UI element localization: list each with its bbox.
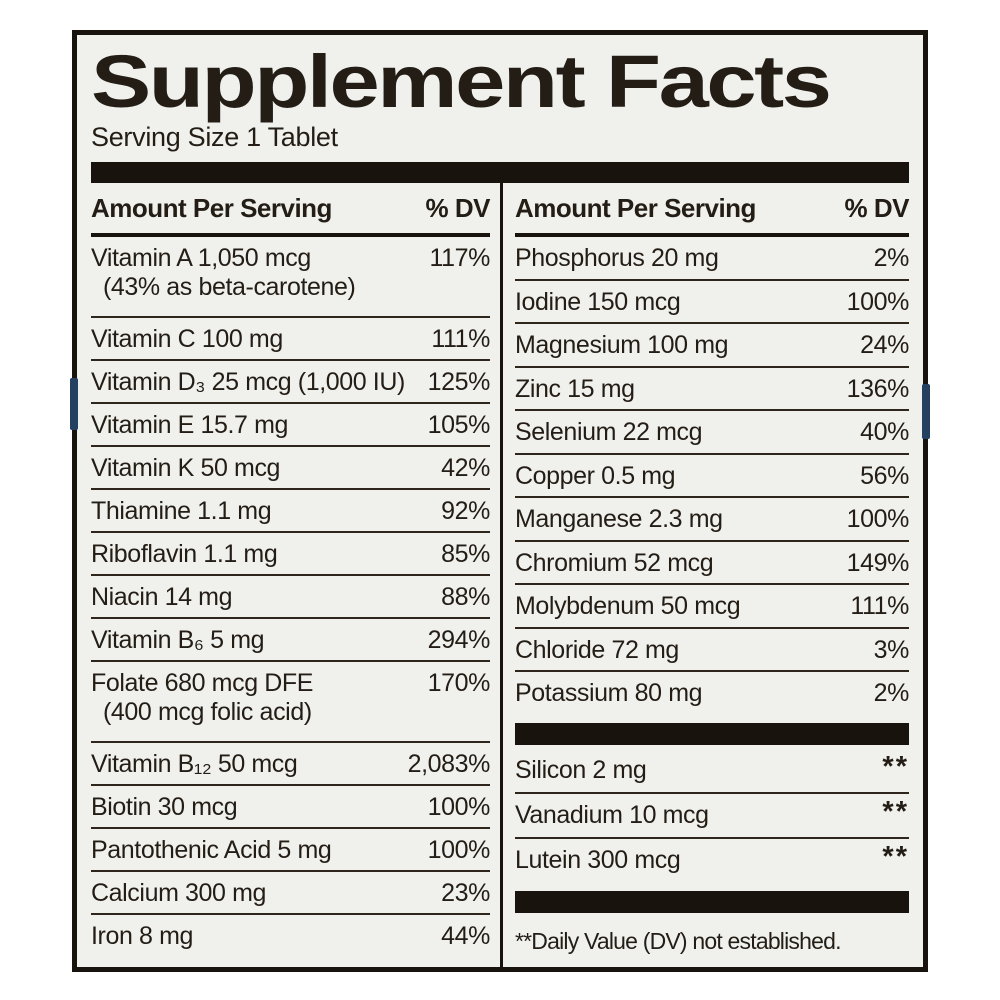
nutrient-row	[515, 585, 909, 629]
nutrient-row	[91, 447, 490, 490]
nutrient-dv-value: 125%	[427, 368, 490, 396]
nutrient-note: (400 mcg folic acid)	[103, 698, 312, 726]
nutrient-dv-value: 136%	[846, 374, 909, 403]
nutrient-name: Phosphorus 20 mg	[515, 244, 719, 272]
nutrient-list-no-dv	[515, 749, 909, 884]
nutrient-dv-value: 2%	[873, 679, 909, 707]
nutrient-dv-value: **	[882, 840, 909, 873]
nutrient-row	[515, 281, 909, 325]
supplement-facts-panel	[72, 30, 928, 972]
nutrient-row	[91, 490, 490, 533]
nutrient-dv-value: 105%	[427, 411, 490, 439]
bottle-edge-left	[70, 378, 78, 430]
nutrient-name: Calcium 300 mg	[91, 879, 267, 907]
nutrient-name: Molybdenum 50 mcg	[515, 592, 741, 620]
right-divider-bar-2	[515, 891, 909, 913]
nutrient-row	[515, 455, 909, 499]
right-divider-bar-1	[515, 723, 909, 745]
nutrient-dv-value: **	[882, 795, 909, 828]
nutrient-row	[515, 368, 909, 412]
nutrient-name: Manganese 2.3 mg	[515, 505, 723, 533]
nutrient-name: Iron 8 mg	[91, 922, 194, 950]
column-right	[500, 183, 909, 967]
nutrient-dv-value: 2%	[873, 244, 909, 272]
nutrient-dv-value: 149%	[846, 548, 909, 577]
header-amount-per-serving: Amount Per Serving	[515, 192, 756, 223]
nutrient-columns	[91, 183, 909, 967]
bottle-edge-right	[922, 384, 930, 439]
nutrient-row	[515, 672, 909, 716]
nutrient-dv-value: 56%	[860, 461, 909, 490]
nutrient-row	[515, 237, 909, 281]
nutrient-row	[91, 743, 490, 786]
nutrient-dv-value: 100%	[427, 836, 490, 864]
nutrient-name: Niacin 14 mg	[91, 583, 233, 611]
nutrient-name: Thiamine 1.1 mg	[91, 497, 272, 525]
nutrient-row	[91, 576, 490, 619]
nutrient-row	[91, 237, 490, 318]
nutrient-row	[91, 619, 490, 662]
nutrient-note: (43% as beta-carotene)	[103, 273, 356, 301]
nutrient-row	[91, 404, 490, 447]
nutrient-row	[515, 411, 909, 455]
nutrient-row	[515, 839, 909, 884]
nutrient-name: Silicon 2 mg	[515, 755, 647, 784]
nutrient-dv-value: 2,083%	[407, 750, 490, 778]
column-left	[91, 183, 500, 967]
nutrient-name: Pantothenic Acid 5 mg	[91, 836, 332, 864]
nutrient-dv-value: **	[882, 750, 909, 783]
nutrient-name: Vitamin B₁₂ 50 mcg	[91, 750, 298, 778]
nutrient-row	[91, 361, 490, 404]
nutrient-row	[91, 829, 490, 872]
nutrient-row	[515, 324, 909, 368]
panel-title: Supplement Facts	[91, 40, 830, 123]
nutrient-dv-value: 100%	[846, 505, 909, 533]
nutrient-row	[91, 915, 490, 958]
nutrient-name: Chloride 72 mg	[515, 635, 679, 664]
nutrient-row	[515, 794, 909, 839]
nutrient-dv-value: 44%	[441, 922, 490, 950]
nutrient-dv-value: 111%	[850, 592, 909, 620]
nutrient-name: Zinc 15 mg	[515, 374, 635, 403]
nutrient-dv-value: 88%	[441, 583, 490, 611]
nutrient-dv-value: 42%	[441, 454, 490, 482]
nutrient-dv-value: 23%	[441, 879, 490, 907]
nutrient-list-left	[91, 237, 490, 958]
nutrient-name: Vitamin A 1,050 mcg	[91, 244, 311, 272]
nutrient-row	[91, 786, 490, 829]
nutrient-name: Vitamin K 50 mcg	[91, 454, 281, 482]
nutrient-row	[515, 749, 909, 794]
nutrient-row	[515, 629, 909, 673]
nutrient-name: Copper 0.5 mg	[515, 461, 676, 490]
nutrient-dv-value: 100%	[846, 287, 909, 316]
top-divider-bar	[91, 162, 909, 183]
nutrient-name: Vitamin E 15.7 mg	[91, 411, 289, 439]
nutrient-name: Biotin 30 mcg	[91, 793, 238, 821]
nutrient-dv-value: 40%	[860, 418, 909, 446]
nutrient-name: Vanadium 10 mcg	[515, 800, 709, 829]
header-percent-dv: % DV	[844, 192, 909, 223]
nutrient-dv-value: 111%	[431, 325, 490, 353]
header-amount-per-serving: Amount Per Serving	[91, 192, 332, 223]
nutrient-row	[91, 662, 490, 743]
nutrient-name: Chromium 52 mcg	[515, 548, 714, 577]
nutrient-name: Magnesium 100 mg	[515, 331, 729, 359]
nutrient-name: Lutein 300 mcg	[515, 845, 681, 874]
nutrient-dv-value: 85%	[441, 540, 490, 568]
nutrient-name: Vitamin D₃ 25 mcg (1,000 IU)	[91, 368, 405, 396]
nutrient-row	[515, 542, 909, 586]
column-left-header	[91, 183, 490, 237]
header-percent-dv: % DV	[425, 192, 490, 223]
nutrient-name: Folate 680 mcg DFE	[91, 669, 314, 697]
nutrient-name: Riboflavin 1.1 mg	[91, 540, 278, 568]
nutrient-dv-value: 24%	[860, 331, 909, 359]
nutrient-name: Potassium 80 mg	[515, 679, 703, 707]
serving-size: Serving Size 1 Tablet	[91, 122, 338, 152]
nutrient-row	[91, 872, 490, 915]
nutrient-name: Vitamin B₆ 5 mg	[91, 626, 265, 654]
nutrient-dv-value: 294%	[427, 626, 490, 654]
nutrient-dv-value: 170%	[427, 669, 490, 697]
nutrient-name: Vitamin C 100 mg	[91, 325, 283, 353]
nutrient-dv-value: 3%	[873, 635, 909, 664]
dv-footnote: **Daily Value (DV) not established.	[515, 927, 841, 954]
nutrient-dv-value: 117%	[429, 244, 490, 272]
nutrient-dv-value: 92%	[441, 497, 490, 525]
nutrient-dv-value: 100%	[427, 793, 490, 821]
nutrient-row	[91, 318, 490, 361]
nutrient-list-right	[515, 237, 909, 716]
column-right-header	[515, 183, 909, 237]
nutrient-name: Iodine 150 mcg	[515, 287, 681, 316]
nutrient-row	[91, 533, 490, 576]
nutrient-name: Selenium 22 mcg	[515, 418, 703, 446]
nutrient-row	[515, 498, 909, 542]
